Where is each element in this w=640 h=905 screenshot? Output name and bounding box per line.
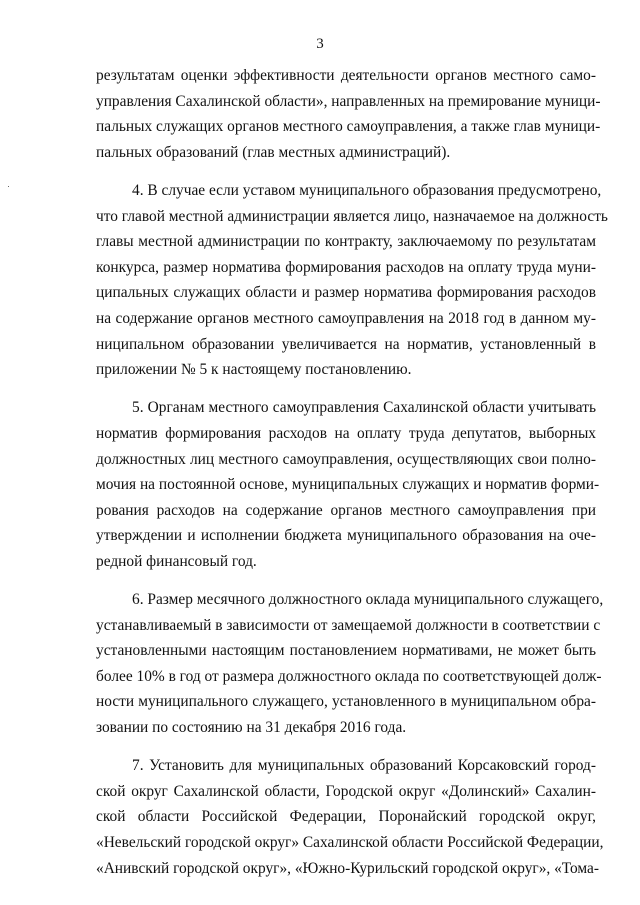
paragraph-continuation <box>96 63 601 165</box>
text-line: главы местной администрации по контракту, заключаемому по результатам <box>96 233 596 251</box>
text-line: конкурса, размер норматива формирования расходов на оплату труда муни- <box>96 258 596 276</box>
text-line: приложении № 5 к настоящему постановлению. <box>96 361 412 379</box>
text-line: рования расходов на содержание органов местного самоуправления при <box>96 501 596 519</box>
text-line: пальных служащих органов местного самоуправления, а также глав муници- <box>96 118 601 136</box>
text-line: «Анивский городской округ», «Южно-Курильский городской округ», «Тома- <box>96 859 600 877</box>
text-line: более 10% в год от размера должностного оклада по соответствующей долж- <box>96 667 602 685</box>
text-line: редной финансовый год. <box>96 552 257 570</box>
text-line: устанавливаемый в зависимости от замещаемой должности в соответствии с <box>96 616 601 634</box>
document-body <box>96 63 608 894</box>
text-line: 6. Размер месячного должностного оклада муниципального служащего, <box>132 591 604 609</box>
text-line: 4. В случае если уставом муниципального образования предусмотрено, <box>132 181 602 199</box>
text-line: управления Сахалинской области», направленных на премирование муници- <box>96 92 601 110</box>
paragraph-item-4 <box>96 178 608 383</box>
text-line: ципальных служащих области и размер норматива формирования расходов <box>96 284 596 302</box>
text-line: на содержание органов местного самоуправления на 2018 год в данном му- <box>96 309 596 327</box>
text-line: ности муниципального служащего, установленного в муниципальном обра- <box>96 693 596 711</box>
text-line: 5. Органам местного самоуправления Сахалинской области учитывать <box>132 399 596 417</box>
text-line: мочия на постоянной основе, муниципальных служащих и норматив форми- <box>96 476 600 494</box>
text-line: утверждении и исполнении бюджета муниципального образования на оче- <box>96 527 596 545</box>
text-line: что главой местной администрации является лицо, назначаемое на должность <box>96 207 608 225</box>
text-line: результатам оценки эффективности деятельности органов местного само- <box>96 67 596 84</box>
text-line: ниципальном образовании увеличивается на норматив, установленный в <box>96 335 596 353</box>
paragraph-item-7 <box>96 753 604 881</box>
text-line: «Невельский городской округ» Сахалинской области Российской Федерации, <box>96 834 604 851</box>
scan-artifact <box>8 186 9 187</box>
page-number: 3 <box>316 36 324 52</box>
text-line: пальных образований (глав местных администраций). <box>96 143 451 161</box>
paragraph-item-6 <box>96 587 604 741</box>
paragraph-item-5 <box>96 395 600 574</box>
text-line: ской области Российской Федерации, Поронайский городской округ, <box>96 808 596 826</box>
text-line: 7. Установить для муниципальных образований Корсаковский город- <box>132 757 596 775</box>
text-line: норматив формирования расходов на оплату труда депутатов, выборных <box>96 424 596 442</box>
text-line: установленными настоящим постановлением нормативами, не может быть <box>96 642 596 660</box>
text-line: ской округ Сахалинской области, Городской округ «Долинский» Сахалин- <box>96 782 596 800</box>
text-line: зовании по состоянию на 31 декабря 2016 года. <box>96 719 407 737</box>
text-line: должностных лиц местного самоуправления, осуществляющих свои полно- <box>96 450 596 468</box>
